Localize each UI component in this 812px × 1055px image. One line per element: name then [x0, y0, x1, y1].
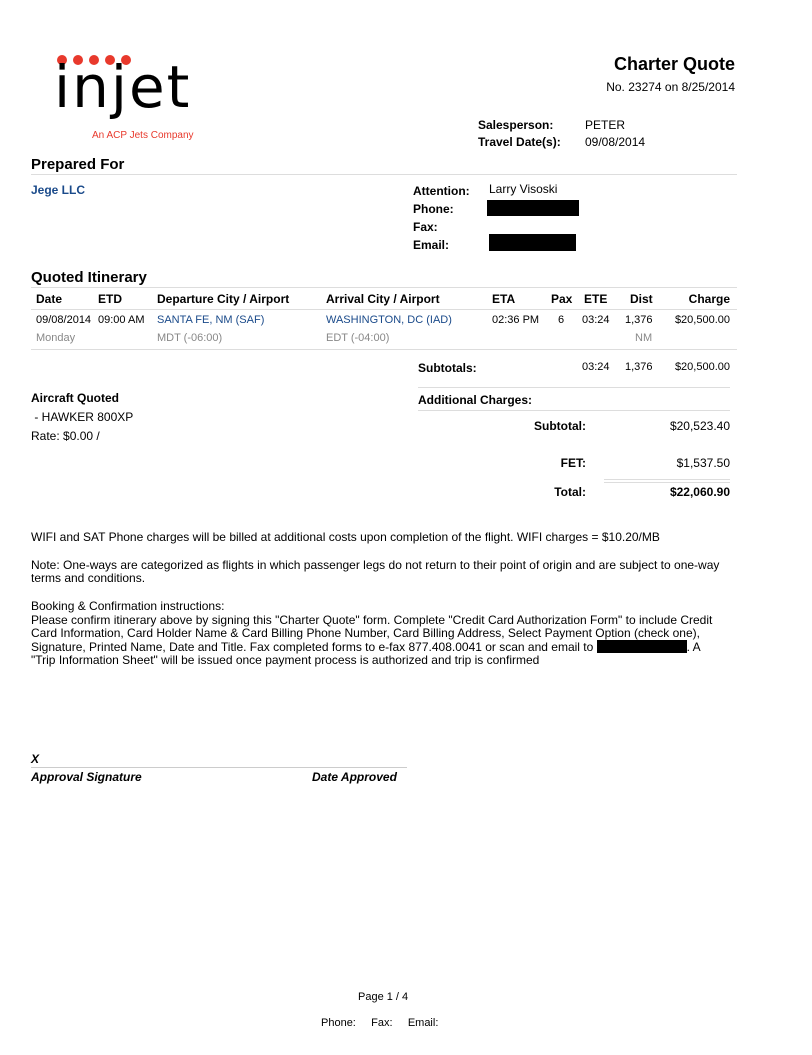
- client-company: Jege LLC: [31, 183, 86, 197]
- subtotals-rule: [418, 387, 730, 388]
- leg-eta: 02:36 PM: [492, 314, 540, 326]
- col-charge: Charge: [688, 292, 730, 306]
- salesperson-label: Salesperson:: [478, 118, 554, 132]
- leg-arrival: WASHINGTON, DC (IAD): [326, 314, 452, 326]
- aircraft-model: - HAWKER 800XP: [31, 410, 134, 424]
- col-date: Date: [36, 292, 63, 306]
- approval-signature-label: Approval Signature: [31, 770, 142, 784]
- leg-charge: $20,500.00: [674, 314, 730, 326]
- attention-value: Larry Visoski: [489, 182, 558, 196]
- section-divider: [31, 174, 737, 175]
- itinerary-divider: [31, 287, 737, 288]
- phone-label: Phone:: [413, 202, 454, 216]
- col-arrival: Arrival City / Airport: [326, 292, 440, 306]
- redacted-email-address: [597, 640, 687, 653]
- col-dist: Dist: [630, 292, 653, 306]
- leg-date: 09/08/2014: [36, 314, 92, 326]
- prepared-for-heading: Prepared For: [31, 156, 125, 173]
- aircraft-rate: Rate: $0.00 /: [31, 429, 100, 443]
- quote-number: No. 23274 on 8/25/2014: [606, 80, 735, 94]
- leg-ete: 03:24: [582, 314, 610, 326]
- total-rule-1: [604, 479, 730, 480]
- signature-x-mark: X: [31, 752, 40, 766]
- col-ete: ETE: [584, 292, 608, 306]
- subtotal-charge: $20,500.00: [674, 361, 730, 373]
- leg-etd: 09:00 AM: [98, 314, 145, 326]
- wifi-note: WIFI and SAT Phone charges will be billed at additional costs upon completion of the flight. WIFI charges = $10.20/MB: [31, 530, 660, 544]
- leg-day: Monday: [36, 332, 76, 344]
- charges-subtotal-label: Subtotal:: [534, 419, 586, 433]
- charges-subtotal-value: $20,523.40: [669, 419, 730, 433]
- col-departure: Departure City / Airport: [157, 292, 290, 306]
- itinerary-leg-rule: [31, 349, 737, 350]
- leg-pax: 6: [558, 314, 565, 326]
- subtotal-ete: 03:24: [582, 361, 610, 373]
- travel-dates-value: 09/08/2014: [585, 135, 646, 149]
- total-value: $22,060.90: [669, 485, 730, 499]
- booking-heading: Booking & Confirmation instructions:: [31, 599, 225, 613]
- fet-value: $1,537.50: [676, 456, 730, 470]
- booking-instructions: [31, 614, 719, 667]
- itinerary-heading: Quoted Itinerary: [31, 269, 147, 286]
- additional-charges-rule: [418, 410, 730, 411]
- col-eta: ETA: [492, 292, 516, 306]
- subtotals-label: Subtotals:: [418, 361, 477, 375]
- travel-dates-label: Travel Date(s):: [478, 135, 561, 149]
- logo-wordmark: injet: [54, 53, 192, 121]
- attention-label: Attention:: [413, 184, 470, 198]
- subtotal-dist: 1,376: [625, 361, 653, 373]
- col-etd: ETD: [98, 292, 122, 306]
- page-number: Page 1 / 4: [358, 991, 409, 1003]
- fet-label: FET:: [560, 456, 586, 470]
- leg-dist: 1,376: [625, 314, 653, 326]
- fax-label: Fax:: [413, 220, 438, 234]
- leg-arrival-tz: EDT (-04:00): [326, 332, 390, 344]
- one-way-note: Note: One-ways are categorized as flights in which passenger legs do not return to their point of origin and are subject to one-way terms and conditions.: [31, 558, 720, 585]
- col-pax: Pax: [551, 292, 573, 306]
- aircraft-heading: Aircraft Quoted: [31, 391, 120, 405]
- footer-contact: Phone: Fax: Email:: [321, 1017, 439, 1029]
- leg-dist-unit: NM: [635, 332, 653, 344]
- logo-tagline: An ACP Jets Company: [92, 130, 194, 141]
- email-label: Email:: [413, 238, 450, 252]
- redacted-phone: [487, 200, 579, 216]
- additional-charges-label: Additional Charges:: [418, 393, 533, 407]
- quote-title: Charter Quote: [613, 54, 735, 74]
- total-rule-2: [604, 482, 730, 483]
- signature-line: [31, 767, 407, 768]
- redacted-email: [489, 234, 576, 251]
- itinerary-header-rule: [31, 309, 737, 310]
- total-label: Total:: [554, 485, 586, 499]
- booking-text-2: . A "Trip Information Sheet" will be issued once payment process is authorized and trip is confirmed: [31, 640, 701, 667]
- booking-text-1: Please confirm itinerary above by signing this "Charter Quote" form. Complete "Credit Card Authorization Form" to include Credit Card Information, Card Holder Name & Card Billing Phone Number, Card Billing Address, Select Payment Option (check one), Signature, Printed Name, Date and Title. Fax completed forms to e-fax 877.408.0041 or scan and email to: [31, 613, 713, 654]
- leg-departure-tz: MDT (-06:00): [157, 332, 223, 344]
- salesperson-value: PETER: [585, 118, 626, 132]
- leg-departure: SANTA FE, NM (SAF): [157, 314, 265, 326]
- date-approved-label: Date Approved: [312, 770, 397, 784]
